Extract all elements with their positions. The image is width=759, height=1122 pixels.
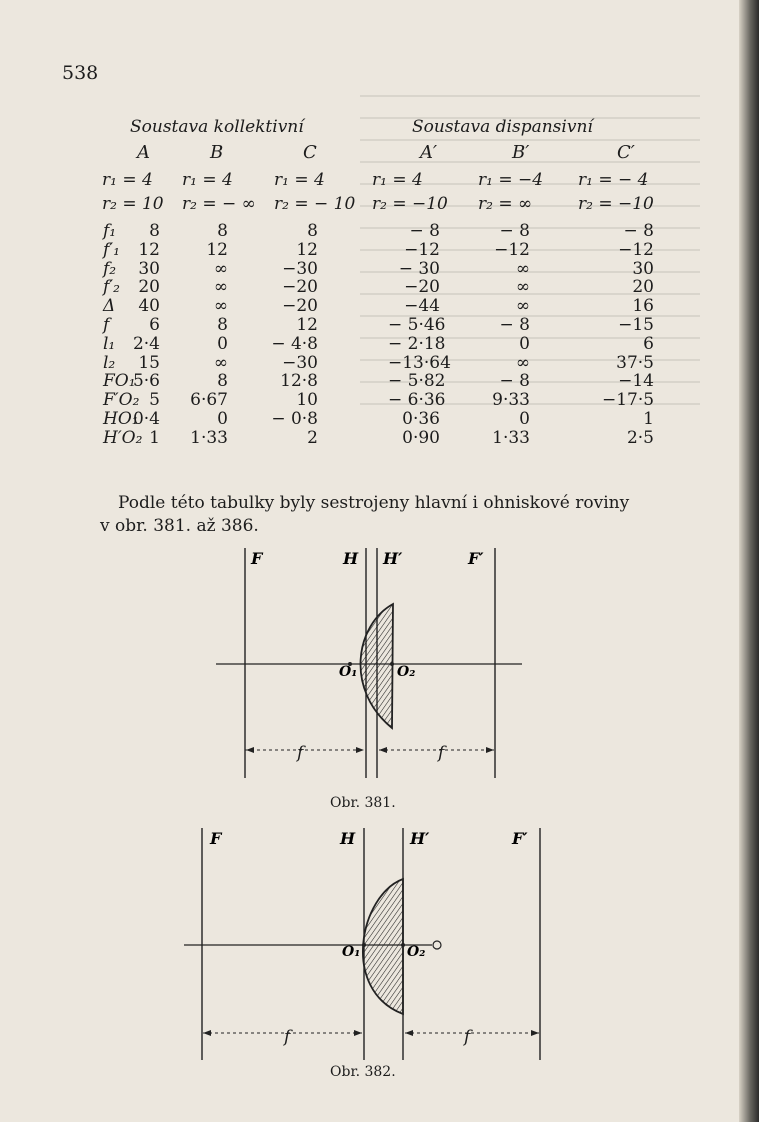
table-cell: 12 [296, 315, 318, 335]
table-cell: 0 [217, 333, 228, 354]
label-o1: O₁ [342, 944, 361, 960]
radius-cell: r₁ = −4 [478, 170, 544, 190]
label-f: F [251, 549, 263, 568]
table-cell: ∞ [515, 277, 530, 298]
column-header: B [210, 142, 224, 163]
row-label: H′O₂ [103, 427, 143, 448]
table-cell: −14 [618, 371, 654, 392]
focal-point-marker [433, 941, 441, 949]
table-cell: 0 [519, 333, 530, 354]
table-cell: ∞ [515, 296, 530, 317]
table-cell: −20 [282, 277, 318, 298]
radius-cell: r₂ = −10 [578, 194, 654, 214]
table-cell: 12·8 [280, 371, 318, 392]
figure-caption: Obr. 382. [330, 1064, 396, 1080]
table-cell: 8 [217, 221, 228, 241]
table-cell: 30 [632, 258, 654, 279]
arrowhead [246, 747, 254, 753]
table-cell: − 8 [623, 221, 654, 241]
table-cell: ∞ [213, 352, 228, 373]
row-label: f₁ [103, 221, 117, 241]
vertex-point [401, 943, 405, 947]
table-cell: − 8 [499, 371, 530, 392]
table-cell: −30 [282, 352, 318, 373]
table-cell: 1 [149, 427, 160, 448]
table-cell: ∞ [213, 277, 228, 298]
table-cell: 12 [206, 239, 228, 260]
lens [363, 879, 403, 1014]
table-cell: −44 [404, 296, 440, 317]
table-cell: ∞ [515, 258, 530, 279]
table-cell: 0 [217, 409, 228, 429]
table-cell: 1 [643, 409, 654, 429]
table-cell: 6·67 [190, 390, 228, 411]
arrowhead [405, 1030, 413, 1036]
table-cell: −12 [618, 239, 654, 260]
arrowhead [354, 1030, 362, 1036]
row-label: FO₁ [103, 371, 136, 392]
table-cell: −12 [404, 239, 440, 260]
table-cell: 20 [632, 277, 654, 298]
table-cell: ∞ [515, 352, 530, 373]
column-header: A [137, 142, 150, 163]
table-cell: − 5·82 [388, 371, 446, 392]
paragraph-line: Podle této tabulky byly sestrojeny hlavní i ohniskové roviny [118, 493, 630, 513]
arrowhead [486, 747, 494, 753]
table-cell: −17·5 [602, 390, 655, 411]
table-cell: 0 [519, 409, 530, 429]
table-cell: −30 [282, 258, 318, 279]
table-cell: 12 [138, 239, 160, 260]
table-cell: − 8 [499, 221, 530, 241]
table-cell: 6 [149, 315, 160, 335]
table-cell: ∞ [213, 258, 228, 279]
radius-cell: r₁ = − 4 [578, 170, 649, 190]
label-h: H [343, 549, 359, 568]
table-cell: 37·5 [616, 352, 654, 373]
table-cell: 8 [307, 221, 318, 241]
radius-cell: r₂ = 10 [102, 194, 164, 214]
label-f-left: f [284, 1027, 291, 1047]
label-f-prime: F′ [468, 549, 484, 568]
table-cell: − 0·8 [271, 409, 318, 429]
radius-cell: r₁ = 4 [274, 170, 325, 190]
table-cell: − 6·36 [388, 390, 446, 411]
table-cell: 8 [217, 315, 228, 335]
radius-cell: r₁ = 4 [182, 170, 233, 190]
figure-382 [184, 828, 540, 1060]
row-label: f′₂ [103, 277, 120, 298]
table-cell: 12 [296, 239, 318, 260]
table-cell: −12 [494, 239, 530, 260]
figure-381 [216, 548, 522, 778]
label-f-right: f [464, 1027, 471, 1047]
radius-cell: r₁ = 4 [102, 170, 153, 190]
table-cell: 2·4 [132, 333, 160, 354]
table-cell: − 2·18 [388, 333, 446, 354]
table-cell: 8 [149, 221, 160, 241]
radius-cell: r₂ = − 10 [274, 194, 356, 214]
column-header: A′ [420, 142, 438, 163]
label-f-left: f [297, 743, 304, 763]
table-cell: 20 [138, 277, 160, 298]
label-o2: O₂ [397, 664, 416, 680]
table-cell: 30 [138, 258, 160, 279]
column-header: C [303, 142, 317, 163]
vertex-point [390, 662, 394, 666]
radius-cell: r₁ = 4 [372, 170, 423, 190]
header-dispersive: Soustava dispansivní [412, 117, 593, 137]
table-cell: 0·4 [132, 409, 160, 429]
row-label: f₂ [103, 258, 117, 279]
paragraph-line: v obr. 381. až 386. [100, 516, 259, 536]
table-cell: −20 [282, 296, 318, 317]
arrowhead [203, 1030, 211, 1036]
table-cell: − 8 [409, 221, 440, 241]
arrowhead [531, 1030, 539, 1036]
page-number: 538 [62, 62, 99, 84]
table-cell: 1·33 [190, 427, 228, 448]
label-h-prime: H′ [383, 549, 403, 568]
label-o1: O₁ [339, 664, 358, 680]
column-header: B′ [512, 142, 530, 163]
label-h-prime: H′ [410, 829, 430, 848]
table-cell: 15 [138, 352, 160, 373]
label-f-right: f [438, 743, 445, 763]
arrowhead [356, 747, 364, 753]
table-cell: 10 [296, 390, 318, 411]
table-cell: 6 [643, 333, 654, 354]
table-cell: 1·33 [492, 427, 530, 448]
vertex-point [362, 943, 366, 947]
table-cell: − 30 [398, 258, 440, 279]
table-cell: 0·90 [402, 427, 440, 448]
row-label: f′₁ [103, 239, 120, 260]
table-cell: 9·33 [492, 390, 530, 411]
table-cell: 0·36 [402, 409, 440, 429]
arrowhead [379, 747, 387, 753]
table-cell: −20 [404, 277, 440, 298]
row-label: F′O₂ [103, 390, 140, 411]
table-cell: 2·5 [626, 427, 654, 448]
table-cell: −15 [618, 315, 654, 335]
radius-cell: r₂ = ∞ [478, 194, 533, 214]
row-label: f [103, 315, 110, 335]
row-label: Δ [103, 296, 116, 317]
radius-cell: r₂ = − ∞ [182, 194, 256, 214]
radius-cell: r₂ = −10 [372, 194, 448, 214]
column-header: C′ [617, 142, 635, 163]
table-cell: −13·64 [388, 352, 451, 373]
figure-caption: Obr. 381. [330, 795, 396, 811]
row-label: l₁ [103, 333, 116, 354]
row-label: l₂ [103, 352, 116, 373]
label-h: H [340, 829, 356, 848]
table-cell: − 5·46 [388, 315, 446, 335]
table-cell: − 4·8 [271, 333, 318, 354]
table-cell: 2 [307, 427, 318, 448]
table-cell: 5 [149, 390, 160, 411]
table-cell: 40 [138, 296, 160, 317]
table-cell: 5·6 [132, 371, 160, 392]
table-cell: 16 [632, 296, 654, 317]
header-collective: Soustava kollektivní [130, 117, 304, 137]
label-f-prime: F′ [512, 829, 528, 848]
label-f: F [210, 829, 222, 848]
label-o2: O₂ [407, 944, 426, 960]
row-label: HO₁ [103, 409, 139, 429]
table-cell: 8 [217, 371, 228, 392]
table-cell: ∞ [213, 296, 228, 317]
table-cell: − 8 [499, 315, 530, 335]
